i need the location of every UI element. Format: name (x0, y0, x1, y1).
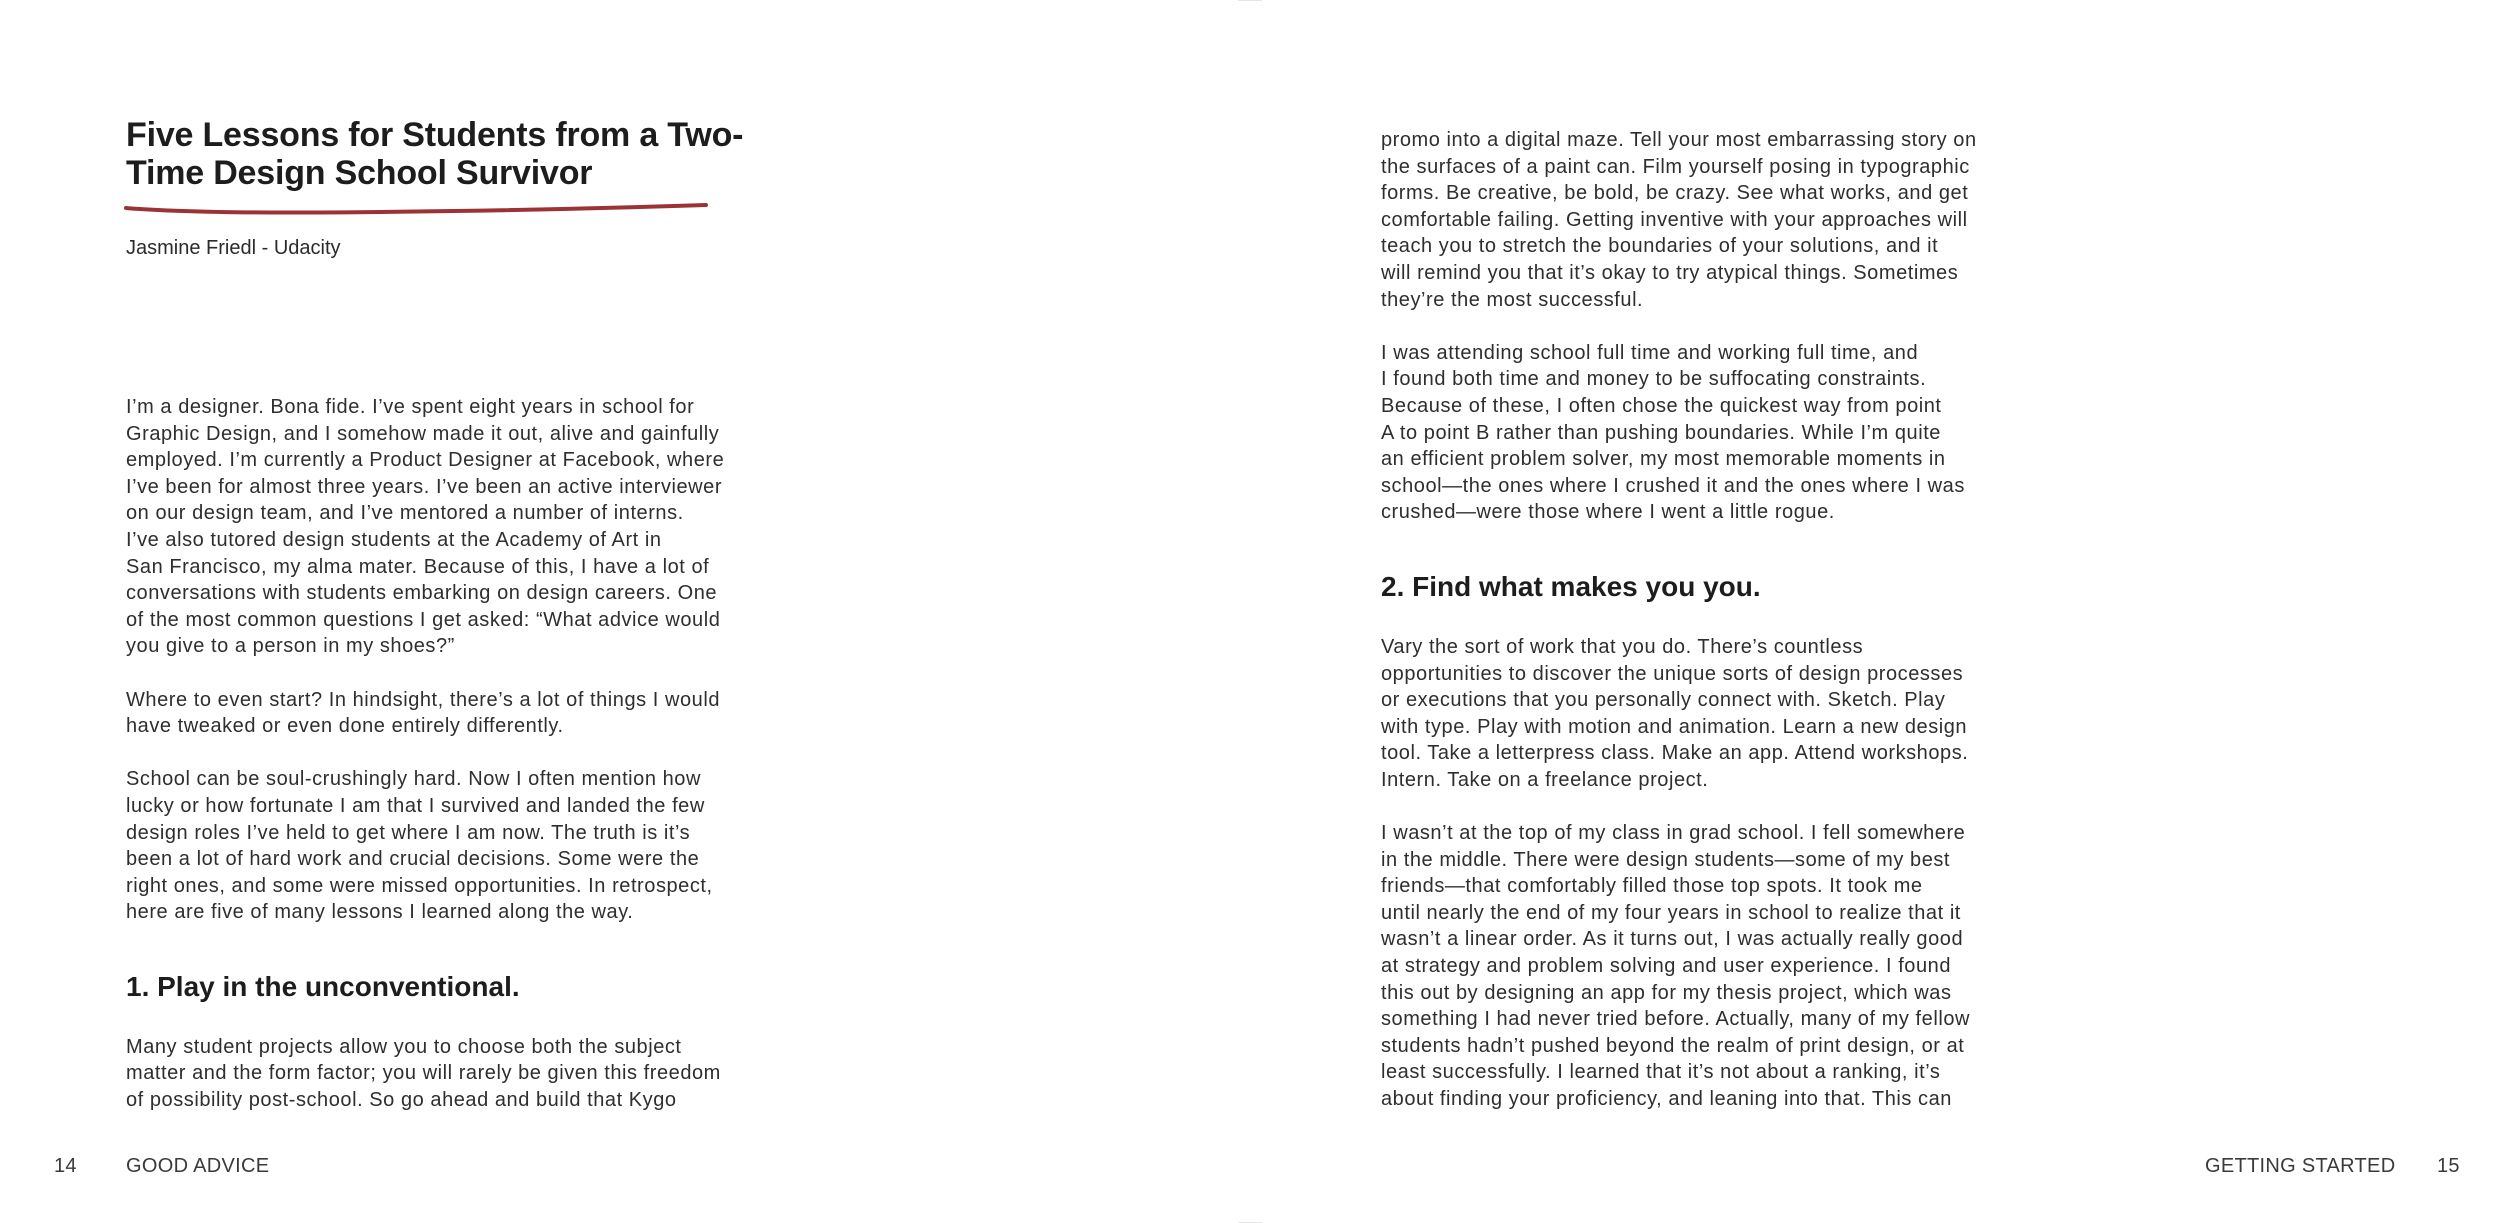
right-column-body (1381, 127, 2081, 1113)
article-title: Five Lessons for Students from a Two-Time Design School Survivor (126, 116, 744, 192)
lesson-1-heading: 1. Play in the unconventional. (126, 970, 520, 1002)
paragraph-school-hard: School can be soul-crushingly hard. Now I often mention how lucky or how fortunate I am that I survived and landed the few design roles I’ve held to get where I am now. The truth is it’s been a lot of hard work and crucial decisions. Some were the right ones, and some were missed opportunities. In retrospect, here are five of many lessons I learned along the way. (126, 768, 713, 924)
right-page-number: 15 (2437, 1155, 2460, 1177)
lesson-1-paragraph: Many student projects allow you to choose both the subject matter and the form factor; you will rarely be given this freedom of possibility post-school. So go ahead and build that Kygo (126, 1035, 721, 1112)
lesson-2-paragraph-grad-school: I wasn’t at the top of my class in grad school. I fell somewhere in the middle. There were design students—some of my best friends—that comfortably filled those top spots. It took me until nearly the end of my four years in school to realize that it wasn’t a linear order. As it turns out, I was actually really good at strategy and problem solving and user experience. I found this out by designing an app for my thesis project, which was something I had never tried before. Actually, many of my fellow students hadn’t pushed beyond the realm of print design, or at least successfully. I learned that it’s not about a ranking, it’s about finding your proficiency, and leaning into that. This can (1381, 822, 1970, 1110)
paragraph-where-to-start: Where to even start? In hindsight, there’s a lot of things I would have tweaked or even done entirely differently. (126, 688, 721, 738)
right-page (1250, 0, 2500, 1223)
paragraph-constraints: I was attending school full time and working full time, and I found both time and money to be suffocating constraints. Because of these, I often chose the quickest way from point A to point B rather than pushing boundaries. While I’m quite an efficient problem solver, my most memorable moments in school—the ones where I crushed it and the ones where I was crushed—were those where I went a little rogue. (1381, 341, 1965, 524)
lesson-2-heading: 2. Find what makes you you. (1381, 570, 1761, 602)
title-underline-brush (124, 200, 708, 216)
left-column-body (126, 394, 826, 1114)
right-section-label: GETTING STARTED (2205, 1155, 2396, 1177)
lesson-1-continuation: promo into a digital maze. Tell your most embarrassing story on the surfaces of a paint can. Film yourself posing in typographic forms. Be creative, be bold, be crazy. See what works, and get comfortable failing. Getting inventive with your approaches will teach you to stretch the boundaries of your solutions, and it will remind you that it’s okay to try atypical things. Sometimes they’re the most successful. (1381, 129, 1977, 311)
article-author: Jasmine Friedl - Udacity (126, 237, 341, 259)
intro-paragraph: I’m a designer. Bona fide. I’ve spent eight years in school for Graphic Design, and I somehow made it out, alive and gainfully employed. I’m currently a Product Designer at Facebook, where I’ve been for almost three years. I’ve been an active interviewer on our design team, and I’ve mentored a number of interns. I’ve also tutored design students at the Academy of Art in San Francisco, my alma mater. Because of this, I have a lot of conversations with students embarking on design careers. One of the most common questions I get asked: “What advice would you give to a person in my shoes?” (126, 396, 725, 658)
lesson-2-paragraph-vary: Vary the sort of work that you do. There’s countless opportunities to discover the unique sorts of design processes or executions that you personally connect with. Sketch. Play with type. Play with motion and animation. Learn a new design tool. Take a letterpress class. Make an app. Attend workshops. Intern. Take on a freelance project. (1381, 635, 1969, 791)
left-section-label: GOOD ADVICE (126, 1155, 270, 1177)
left-page-number: 14 (54, 1155, 77, 1177)
